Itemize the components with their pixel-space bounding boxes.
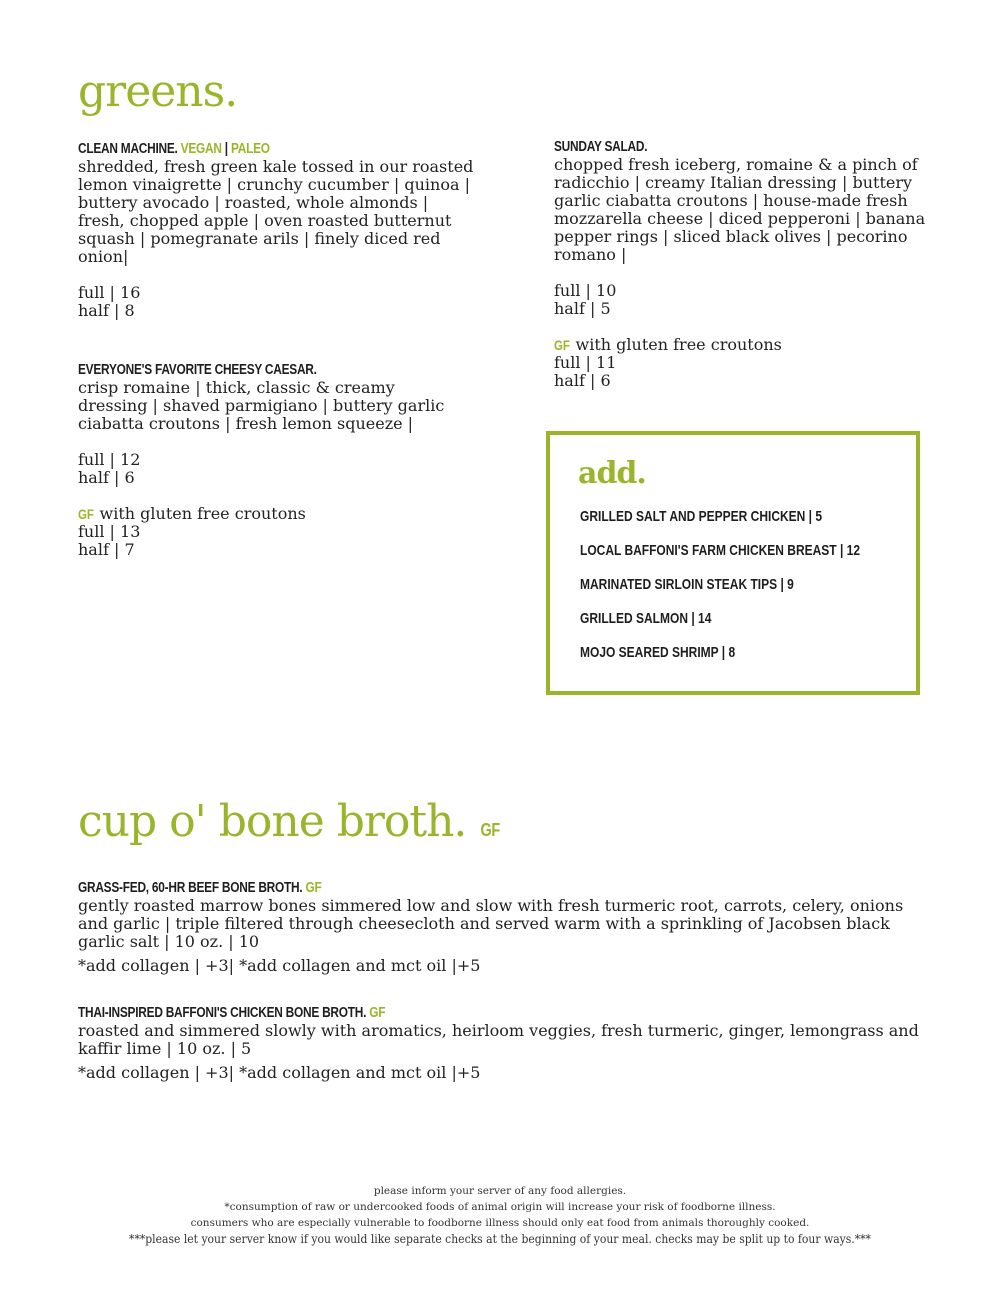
gf-price-half: half | 7 [78,540,135,559]
gf-tag: GF [554,337,570,353]
broth-heading [78,796,503,847]
item-name: SUNDAY SALAD. [554,139,648,155]
vegan-tag: VEGAN [180,141,222,157]
raw-food-warning: *consumption of raw or undercooked foods of animal origin will increase your risk of foodborne illness. [224,1201,776,1213]
item-name: THAI-INSPIRED BAFFONI'S CHICKEN BONE BROTH. [78,1005,367,1021]
item-title [78,140,406,158]
broth-title: cup o' bone broth. [78,796,467,847]
price-half: half | 8 [78,301,135,320]
item-description: crisp romaine | thick, classic & creamy dressing | shaved parmigiano | buttery garlic ciabatta croutons | fresh lemon squeeze | [78,378,445,433]
gf-price-half: half | 6 [554,371,611,390]
separate-checks-note: ***please let your server know if you would like separate checks at the beginning of your meal. checks may be split up to four ways.*** [129,1232,871,1246]
item-description: chopped fresh iceberg, romaine & a pinch of radicchio | creamy Italian dressing | buttery garlic ciabatta croutons | house-made fresh mozzarella cheese | diced pepperoni | banana pepper rings | sliced black olives | pecorino romano | [554,155,926,264]
price-full: full | 16 [78,283,141,302]
price-half: half | 6 [78,468,135,487]
item-name: GRASS-FED, 60-HR BEEF BONE BROTH. [78,880,303,896]
gf-text: with gluten free croutons [99,504,306,523]
item-title [78,879,783,897]
menu-item-chicken-broth [78,1004,938,1082]
menu-item-caesar [78,361,448,559]
gluten-free-option [78,505,448,523]
gf-tag: GF [369,1005,386,1021]
allergy-note: please inform your server of any food allergies. [373,1185,627,1197]
broth-gf-tag: GF [480,820,501,840]
item-description: shredded, fresh green kale tossed in our roasted lemon vinaigrette | crunchy cucumber | quinoa | buttery avocado | roasted, whole almonds | fresh, chopped apple | oven roasted butternut squash | pomegranate arils | finely diced red onion| [78,157,474,266]
item-title [78,1004,783,1022]
footer-notes [0,1183,1000,1247]
item-description: gently roasted marrow bones simmered low and slow with fresh turmeric root, carrots, celery, onions and garlic | triple filtered through cheesecloth and served warm with a sprinkling of Jacobsen black garlic salt | 10 oz. | 10 [78,896,904,951]
add-on-item: LOCAL BAFFONI'S FARM CHICKEN BREAST | 12 [580,542,861,559]
price-full: full | 12 [78,450,141,469]
greens-title: greens. [78,66,238,117]
gluten-free-option [554,336,944,354]
gf-price-full: full | 11 [554,353,617,372]
add-title: add. [578,456,646,491]
paleo-tag: PALEO [230,141,270,157]
gf-price-full: full | 13 [78,522,141,541]
addon-options: *add collagen | +3| *add collagen and mct oil |+5 [78,1063,481,1082]
menu-item-sunday-salad [554,138,944,390]
add-on-item: GRILLED SALMON | 14 [580,610,712,627]
price-full: full | 10 [554,281,617,300]
menu-item-clean-machine [78,140,478,320]
add-ons-box [546,431,920,695]
addon-options: *add collagen | +3| *add collagen and mct oil |+5 [78,956,481,975]
item-description: roasted and simmered slowly with aromatics, heirloom veggies, fresh turmeric, ginger, lemongrass and kaffir lime | 10 oz. | 5 [78,1021,919,1058]
add-on-item: MARINATED SIRLOIN STEAK TIPS | 9 [580,576,794,593]
gf-tag: GF [78,506,94,522]
item-name: EVERYONE'S FAVORITE CHEESY CAESAR. [78,362,317,378]
gf-tag: GF [305,880,322,896]
add-on-item: MOJO SEARED SHRIMP | 8 [580,644,736,661]
item-name: CLEAN MACHINE. [78,141,178,157]
gf-text: with gluten free croutons [575,335,782,354]
vulnerable-note: consumers who are especially vulnerable to foodborne illness should only eat food from animals thoroughly cooked. [190,1217,810,1229]
menu-item-beef-broth [78,879,938,975]
tag-separator: | [224,141,228,157]
add-on-item: GRILLED SALT AND PEPPER CHICKEN | 5 [580,508,823,525]
add-ons-list [580,507,930,677]
price-half: half | 5 [554,299,611,318]
